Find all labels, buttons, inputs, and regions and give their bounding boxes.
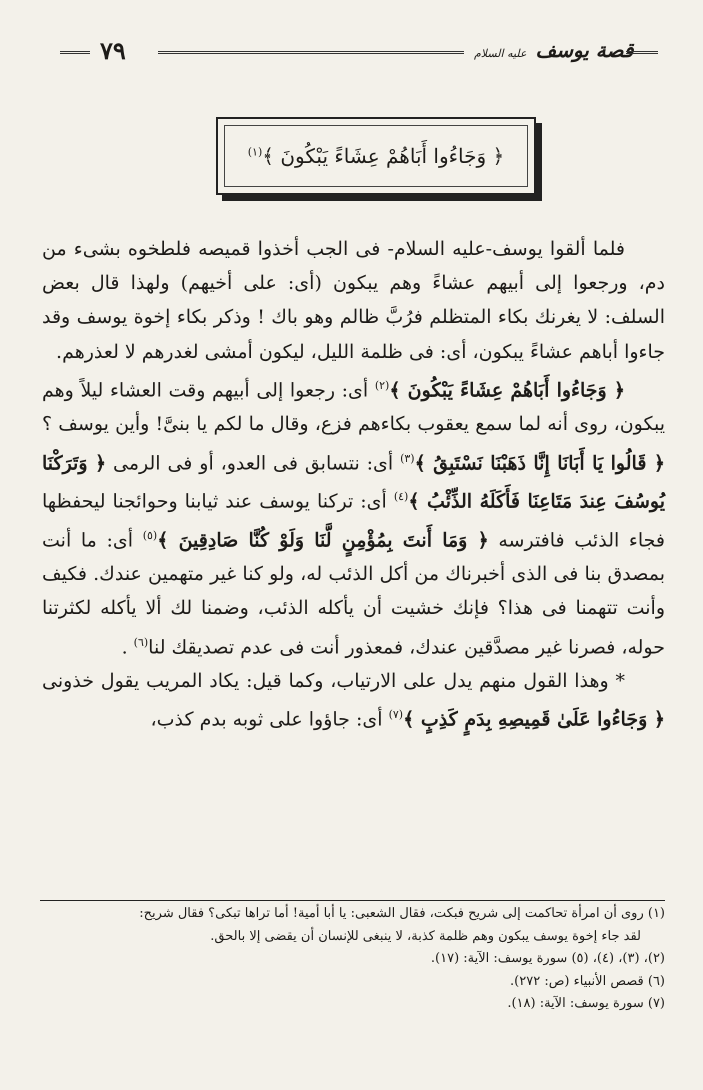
footnote-1-continued: لقد جاء إخوة يوسف يبكون وهم ظلمة كذبة، لا ينبغى للإنسان أن يقضى إلا بالحق. — [210, 928, 641, 944]
text-run: أى: ما أنت بمصدق بنا فى الذى أخبرناك من أكل الذئب له، ولو كنا غير متهمين عندك. فكيف وأنت تتهمنا فى هذا؟ فإنك خشيت أن يأكله الذئب، وضمنا لك ألا يأكله لكثرتنا حوله، فصرنا غير مصدَّقين عندك، فمعذور أنت فى عدم تصديقك لنا — [42, 528, 665, 658]
section-title-text: ﴿ وَجَاءُوا أَبَاهُمْ عِشَاءً يَبْكُونَ ﴾ — [262, 144, 505, 168]
footnote-ref: (٥) — [142, 528, 158, 542]
header-rule-right — [626, 51, 658, 54]
text-run: أى: جاؤوا على ثوبه بدم كذب، — [150, 708, 389, 731]
footnote-ref: (٦) — [133, 635, 149, 649]
footnote-1: (١) روى أن امرأة تحاكمت إلى شريح فبكت، فقال الشعبى: يا أبا أمية! أما تراها تبكى؟ فقال شريح: — [139, 906, 665, 921]
header-rule-left — [60, 51, 90, 54]
paragraph-3 — [42, 664, 665, 737]
running-title — [474, 38, 633, 62]
footnote-ref: (٤) — [393, 490, 409, 504]
text-run: * وهذا القول منهم يدل على الارتياب، وكما قيل: يكاد المريب يقول خذونى — [42, 670, 625, 693]
footnote-7: (٧) سورة يوسف: الآية: (١٨). — [507, 996, 665, 1011]
paragraph-1: فلما ألقوا يوسف-عليه السلام- فى الجب أخذوا قميصه فلطخوه بشىء من دم، ورجعوا إلى أبيهم عشاءً وهم يبكون (أى: على أخيهم) ولهذا قال بعض السلف: لا يغرنك بكاء المتظلم فرُبَّ ظالم وهو باك ! وذكر بكاء إخوة يوسف وقد جاءوا أباهم عشاءً يبكون، أى: فى ظلمة الليل، ليكون أمشى لغدرهم لا لعذرهم. — [42, 238, 665, 363]
honorific: عليه السلام — [474, 47, 527, 60]
running-title-text: قصة يوسف — [535, 38, 634, 62]
footnote-ref: (٢) — [374, 378, 390, 392]
text-run: أى: رجعوا إلى أبيهم وقت العشاء ليلاً وهم يبكون، روى أنه لما سمع يعقوب بكاءهم فزع، وقال ما لكم يا بنىَّ! وأين يوسف ؟ — [42, 379, 665, 436]
footnote-6: (٦) قصص الأنبياء (ص: ٢٧٢). — [510, 973, 665, 989]
footnote-separator — [40, 900, 665, 901]
section-title-footnote-ref: (١) — [247, 145, 263, 159]
section-title — [224, 125, 528, 187]
header-rule-middle — [158, 51, 464, 54]
body-text — [42, 232, 665, 737]
footnote-2-5: (٢)، (٣)، (٤)، (٥) سورة يوسف: الآية: (١٧). — [430, 951, 665, 966]
quran-verse: ﴿ وَجَاءُوا عَلَىٰ قَمِيصِهِ بِدَمٍ كَذِبٍ ﴾ — [403, 708, 665, 731]
text-run: . — [121, 635, 134, 658]
section-title-box — [216, 117, 536, 195]
page-header — [0, 34, 703, 74]
text-run: أى: تركنا يوسف عند ثيابنا وحوائجنا ليحفظها فجاء الذئب فافترسه — [42, 490, 665, 551]
paragraph-2 — [42, 369, 665, 664]
footnote-ref: (٣) — [400, 451, 415, 465]
quran-verse: ﴿ وَتَرَكْنَا يُوسُفَ عِندَ مَتَاعِنَا فَأَكَلَهُ الذِّئْبُ ﴾ — [42, 451, 665, 513]
quran-verse: ﴿ وَمَا أَنتَ بِمُؤْمِنٍ لَّنَا وَلَوْ كُنَّا صَادِقِينَ ﴾ — [157, 528, 489, 551]
footnote-ref: (٧) — [388, 708, 404, 722]
page-number: ٧٩ — [100, 36, 126, 65]
quran-verse: ﴿ قَالُوا يَا أَبَانَا إِنَّا ذَهَبْنَا نَسْتَبِقُ ﴾ — [414, 451, 666, 474]
quran-verse: ﴿ وَجَاءُوا أَبَاهُمْ عِشَاءً يَبْكُونَ ﴾ — [389, 379, 625, 402]
footnotes — [42, 903, 665, 1016]
text-run: أى: نتسابق فى العدو، أو فى الرمى — [106, 451, 401, 474]
